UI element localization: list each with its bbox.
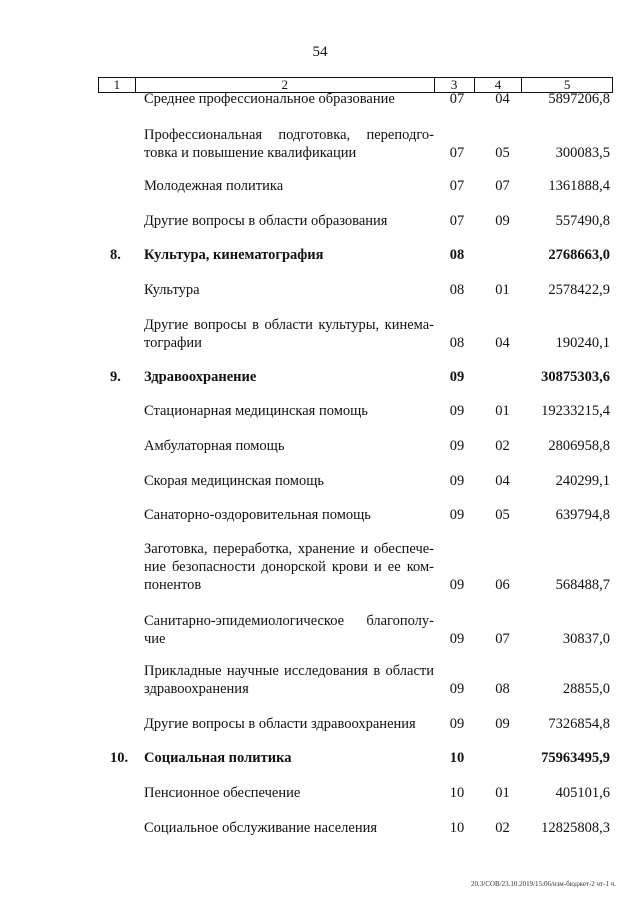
row-subsection-code: 04 — [495, 473, 510, 489]
row-subsection-code: 08 — [495, 681, 510, 697]
row-name: Другие вопросы в области образования — [144, 213, 388, 229]
row-section-code: 09 — [449, 631, 465, 647]
row-amount: 557490,8 — [555, 213, 610, 229]
row-name: Профессиональная подготовка, переподго-товка и повышение квалификации — [144, 127, 434, 161]
row-amount: 2768663,0 — [548, 247, 610, 263]
table-row — [0, 48, 640, 108]
row-amount: 7326854,8 — [548, 716, 610, 732]
row-section-code: 08 — [449, 247, 465, 263]
row-amount: 2806958,8 — [548, 438, 610, 454]
header-col-2: 2 — [136, 78, 435, 92]
row-name: Культура — [144, 282, 200, 298]
row-section-code: 09 — [449, 577, 465, 593]
row-section-code: 09 — [449, 473, 465, 489]
row-number: 8. — [110, 247, 121, 263]
row-amount: 1361888,4 — [548, 178, 610, 194]
row-name: Социальное обслуживание населения — [144, 820, 378, 836]
row-subsection-code: 07 — [495, 178, 510, 194]
row-name: Амбулаторная помощь — [144, 438, 285, 454]
row-section-code: 07 — [449, 91, 465, 107]
row-subsection-code: 07 — [495, 631, 510, 647]
row-subsection-code: 04 — [495, 335, 510, 351]
row-amount: 19233215,4 — [541, 403, 610, 419]
row-amount: 30875303,6 — [541, 369, 610, 385]
row-section-code: 10 — [449, 750, 465, 766]
row-section-code: 10 — [449, 785, 465, 801]
row-amount: 75963495,9 — [541, 750, 610, 766]
row-amount: 240299,1 — [555, 473, 610, 489]
header-col-5: 5 — [563, 77, 571, 92]
table-row — [0, 777, 640, 837]
row-amount: 190240,1 — [555, 335, 610, 351]
row-name: Стационарная медицинская помощь — [144, 403, 368, 419]
row-section-code: 08 — [449, 282, 465, 298]
row-section-code: 07 — [449, 213, 465, 229]
row-amount: 28855,0 — [562, 681, 610, 697]
row-amount: 300083,5 — [555, 145, 610, 161]
header-col-4: 4 — [475, 78, 523, 92]
header-col-1: 1 — [99, 78, 136, 92]
row-amount: 12825808,3 — [541, 820, 610, 836]
row-section-code: 08 — [449, 335, 465, 351]
row-number: 10. — [110, 750, 129, 766]
row-subsection-code: 02 — [495, 820, 510, 836]
row-subsection-code: 05 — [495, 507, 510, 523]
row-name: Прикладные научные исследования в области здравоохранения — [144, 663, 434, 697]
row-number: 9. — [110, 369, 121, 385]
row-section-code: 09 — [449, 716, 465, 732]
row-name: Культура, кинематография — [144, 247, 324, 263]
row-subsection-code: 09 — [495, 213, 510, 229]
row-name: Пенсионное обеспечение — [144, 785, 301, 801]
row-amount: 30837,0 — [562, 631, 610, 647]
row-amount: 405101,6 — [555, 785, 610, 801]
row-amount: 639794,8 — [555, 507, 610, 523]
row-name: Социальная политика — [144, 750, 292, 766]
row-subsection-code: 01 — [495, 403, 510, 419]
row-subsection-code: 02 — [495, 438, 510, 454]
row-amount: 5897206,8 — [548, 91, 610, 107]
row-amount: 2578422,9 — [548, 282, 610, 298]
row-amount: 568488,7 — [555, 577, 610, 593]
table-row — [0, 534, 640, 594]
row-name: Молодежная политика — [144, 178, 284, 194]
row-section-code: 09 — [449, 438, 465, 454]
row-subsection-code: 05 — [495, 145, 510, 161]
table-row — [0, 239, 640, 299]
row-name: Другие вопросы в области здравоохранения — [144, 716, 416, 732]
header-col-3: 3 — [435, 78, 475, 92]
row-section-code: 09 — [449, 403, 465, 419]
table-row — [0, 464, 640, 524]
row-subsection-code: 04 — [495, 91, 510, 107]
page-number: 54 — [312, 44, 328, 60]
row-section-code: 07 — [449, 178, 465, 194]
row-subsection-code: 01 — [495, 785, 510, 801]
row-name: Здравоохранение — [144, 369, 257, 385]
row-section-code: 09 — [449, 507, 465, 523]
row-section-code: 07 — [449, 145, 465, 161]
row-name: Среднее профессиональное образование — [144, 91, 395, 107]
row-subsection-code: 01 — [495, 282, 510, 298]
row-name: Скорая медицинская помощь — [144, 473, 324, 489]
row-section-code: 09 — [449, 369, 465, 385]
footer-code: 20.3/СОВ/23.10.2019/15:06/изм-бюджет-2 чт-1 ч. — [471, 880, 616, 888]
row-name: Заготовка, переработка, хранение и обеспече-ние безопасности донорской крови и ее ком-понентов — [144, 541, 434, 593]
row-subsection-code: 09 — [495, 716, 510, 732]
row-name: Санитарно-эпидемиологическое благополу-чие — [144, 613, 434, 647]
row-section-code: 10 — [449, 820, 465, 836]
row-name: Санаторно-оздоровительная помощь — [144, 507, 371, 523]
row-subsection-code: 06 — [495, 577, 510, 593]
row-section-code: 09 — [449, 681, 465, 697]
row-name: Другие вопросы в области культуры, кинема-тографии — [144, 317, 434, 351]
